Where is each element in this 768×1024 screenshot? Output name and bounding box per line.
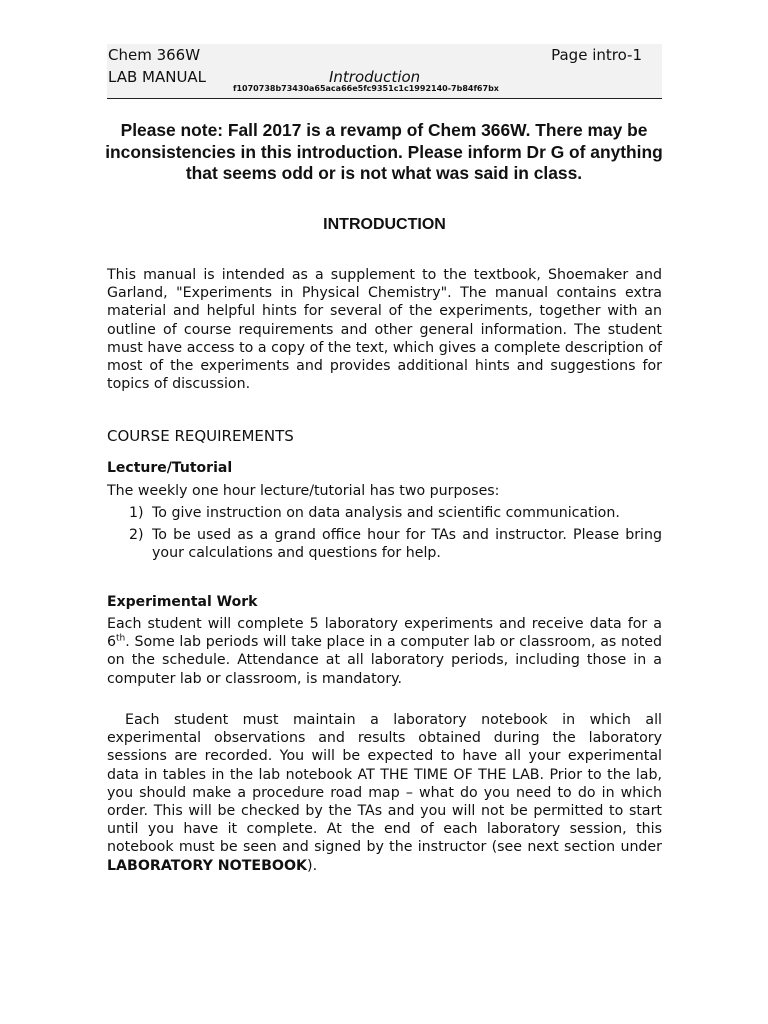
introduction-heading: INTRODUCTION: [323, 216, 446, 233]
exp-p2-text: Each student must maintain a laboratory notebook in which all experimental observations and results obtained during the laboratory sessions are recorded. You will be expected to have all your experimental data in tables in the lab notebook AT THE TIME OF THE LAB. Prior to the lab, you should make a procedure road map – what do you need to do in which order. This will be checked by the TAs and you will not be permitted to start until you have it complete. At the end of each laboratory session, this notebook must be seen and signed by the instructor (see next section under: [107, 712, 662, 856]
lecture-tutorial-heading: Lecture/Tutorial: [107, 460, 233, 476]
exp-p1-superscript: th: [116, 633, 126, 644]
header-manual: LAB MANUAL: [108, 68, 207, 86]
experimental-paragraph-1: [107, 615, 662, 688]
lecture-intro: The weekly one hour lecture/tutorial has two purposes:: [107, 483, 500, 499]
exp-p1-text-b: . Some lab periods will take place in a computer lab or classroom, as noted on the schedule. Attendance at all laboratory periods, including those in a computer lab or classroom, is mandatory.: [107, 634, 662, 687]
lecture-purpose-list: [107, 504, 662, 567]
list-item: [107, 526, 662, 562]
lab-notebook-reference: LABORATORY NOTEBOOK: [107, 857, 308, 874]
exp-p2-end: ).: [307, 857, 318, 874]
experimental-paragraph-2: [107, 711, 662, 875]
exp-p1-text-a: Each student will complete 5 laboratory experiments and receive data for a 6: [107, 616, 662, 651]
course-requirements-heading: COURSE REQUIREMENTS: [107, 427, 294, 445]
header-course: Chem 366W: [108, 46, 201, 64]
header-page-number: Page intro-1: [551, 46, 642, 64]
list-item-number: 2): [129, 527, 144, 544]
list-item-text: To give instruction on data analysis and scientific communication.: [152, 505, 620, 521]
intro-paragraph: This manual is intended as a supplement to the textbook, Shoemaker and Garland, "Experiments in Physical Chemistry". The manual contains extra material and helpful hints for several of the experiments, together with an outline of course requirements and other general information. The student must have access to a copy of the text, which gives a complete description of most of the experiments and provides additional hints and suggestions for topics of discussion.: [107, 267, 662, 393]
list-item-number: 1): [129, 505, 144, 521]
running-header: [107, 44, 662, 99]
header-section: Introduction: [329, 68, 421, 86]
header-doc-id: f1070738b73430a65aca66e5fc9351c1c1992140-7b84f67bx: [233, 84, 499, 93]
fall-2017-note: Please note: Fall 2017 is a revamp of Chem 366W. There may be inconsistencies in this introduction. Please inform Dr G of anything that seems odd or is not what was said in class.: [105, 120, 663, 183]
list-item-text: To be used as a grand office hour for TAs and instructor. Please bring your calculations and questions for help.: [152, 527, 662, 562]
experimental-work-heading: Experimental Work: [107, 594, 258, 610]
list-item: [107, 504, 662, 522]
